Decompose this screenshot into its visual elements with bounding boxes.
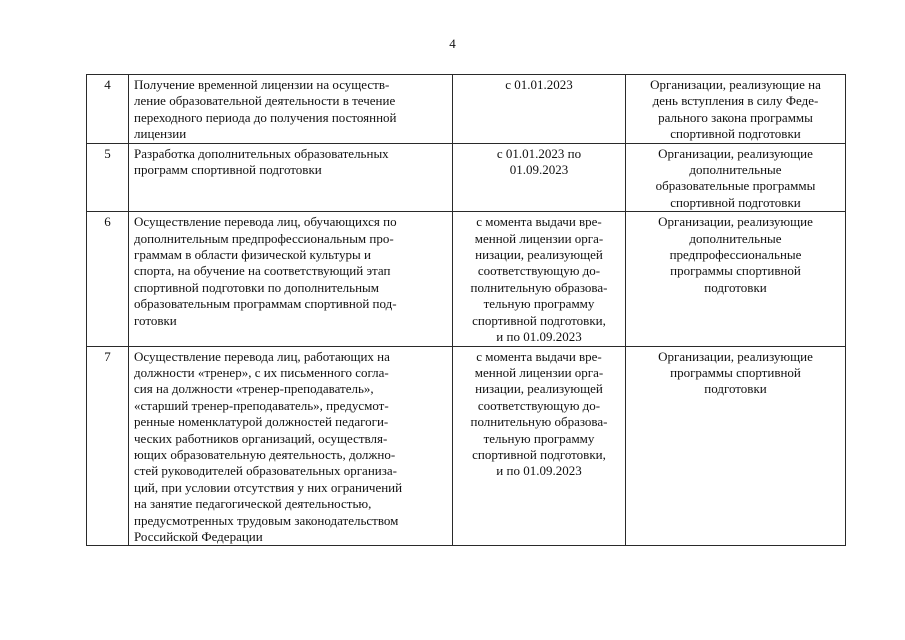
org-text-line: Организации, реализующие — [658, 348, 813, 364]
task-text-line: предусмотренных трудовым законодательством — [134, 512, 399, 528]
table-row — [87, 212, 846, 346]
org-text-line: программы спортивной — [670, 263, 801, 279]
task-text-line: дополнительным предпрофессиональным про- — [134, 230, 394, 246]
row-number-cell: 6 — [87, 212, 129, 346]
term-text-line: с момента выдачи вре- — [476, 214, 602, 230]
responsible-org-cell — [626, 75, 846, 144]
org-text-line: предпрофессиональные — [669, 247, 802, 263]
row-number-cell: 7 — [87, 346, 129, 546]
term-text-line: соответствующую до- — [477, 263, 601, 279]
org-text-line: рального закона программы — [658, 109, 813, 125]
plan-table-body — [87, 75, 846, 546]
task-text-line: программ спортивной подготовки — [134, 162, 322, 178]
task-text-line: Разработка дополнительных образовательных — [134, 145, 389, 161]
term-cell — [453, 346, 626, 546]
org-text-line: спортивной подготовки — [670, 194, 801, 210]
term-text-line: 01.09.2023 — [509, 162, 569, 178]
term-text-line: полнительную образова- — [470, 279, 608, 295]
term-text-line: тельную программу — [483, 430, 595, 446]
task-text-line: ренные номенклатурой должностей педагоги- — [134, 414, 389, 430]
term-text-line: тельную программу — [483, 296, 595, 312]
task-text-line: спорта, на обучение на соответствующий этап — [134, 263, 391, 279]
task-text-line: спортивной подготовки по дополнительным — [134, 279, 379, 295]
org-text-line: Организации, реализующие — [658, 214, 813, 230]
term-text-line: и по 01.09.2023 — [496, 329, 582, 345]
table-row — [87, 143, 846, 212]
task-text-line: образовательным программам спортивной под- — [134, 296, 397, 312]
term-text-line: низации, реализующей — [475, 247, 603, 263]
term-text-line: спортивной подготовки, — [472, 446, 606, 462]
task-cell — [129, 212, 453, 346]
task-text-line: лицензии — [134, 126, 187, 142]
task-text-line: ческих работников организаций, осуществля- — [134, 430, 388, 446]
responsible-org-cell — [626, 143, 846, 212]
org-text-line: образовательные программы — [655, 178, 816, 194]
term-text-line: с 01.01.2023 по — [496, 145, 582, 161]
task-text-line: граммам в области физической культуры и — [134, 247, 371, 263]
task-text-line: Получение временной лицензии на осуществ- — [134, 77, 390, 92]
task-text-line: Осуществление перевода лиц, работающих на — [134, 348, 390, 364]
org-text-line: программы спортивной — [670, 364, 801, 380]
task-text-line: «старший тренер-преподаватель», предусмот- — [134, 397, 389, 413]
task-text-line: должности «тренер», с их письменного согла- — [134, 364, 389, 380]
term-text-line: низации, реализующей — [475, 381, 603, 397]
task-text-line: сия на должности «тренер-преподаватель», — [134, 381, 374, 397]
task-cell — [129, 346, 453, 546]
term-text-line: и по 01.09.2023 — [496, 463, 582, 479]
task-text-line: готовки — [134, 312, 177, 328]
term-cell — [453, 212, 626, 346]
responsible-org-cell — [626, 212, 846, 346]
org-text-line: подготовки — [704, 381, 767, 397]
term-text-line: менной лицензии орга- — [474, 364, 604, 380]
table-row — [87, 75, 846, 144]
plan-table — [86, 74, 846, 546]
term-text-line: с момента выдачи вре- — [476, 348, 602, 364]
org-text-line: дополнительные — [689, 230, 782, 246]
term-cell — [453, 143, 626, 212]
task-text-line: ющих образовательную деятельность, должно- — [134, 446, 396, 462]
responsible-org-cell — [626, 346, 846, 546]
task-text-line: переходного периода до получения постоянной — [134, 109, 397, 125]
page-number: 4 — [449, 36, 456, 51]
term-text-line: с 01.01.2023 — [505, 77, 573, 92]
org-text-line: дополнительные — [689, 162, 782, 178]
term-text-line: соответствующую до- — [477, 397, 601, 413]
org-text-line: день вступления в силу Феде- — [652, 93, 819, 109]
task-text-line: Осуществление перевода лиц, обучающихся по — [134, 214, 397, 230]
org-text-line: спортивной подготовки — [670, 126, 801, 142]
task-cell — [129, 143, 453, 212]
org-text-line: Организации, реализующие на — [650, 77, 821, 92]
task-text-line: стей руководителей образовательных организа- — [134, 463, 397, 479]
task-text-line: ций, при условии отсутствия у них ограничений — [134, 479, 403, 495]
task-cell — [129, 75, 453, 144]
task-text-line: на занятие педагогической деятельностью, — [134, 496, 372, 512]
row-number-cell: 5 — [87, 143, 129, 212]
row-number-cell: 4 — [87, 75, 129, 144]
table-row — [87, 346, 846, 546]
term-text-line: полнительную образова- — [470, 414, 608, 430]
term-text-line: спортивной подготовки, — [472, 312, 606, 328]
task-text-line: Российской Федерации — [134, 528, 263, 544]
task-text-line: ление образовательной деятельности в течение — [134, 93, 396, 109]
term-text-line: менной лицензии орга- — [474, 230, 604, 246]
org-text-line: подготовки — [704, 279, 767, 295]
org-text-line: Организации, реализующие — [658, 145, 813, 161]
term-cell — [453, 75, 626, 144]
